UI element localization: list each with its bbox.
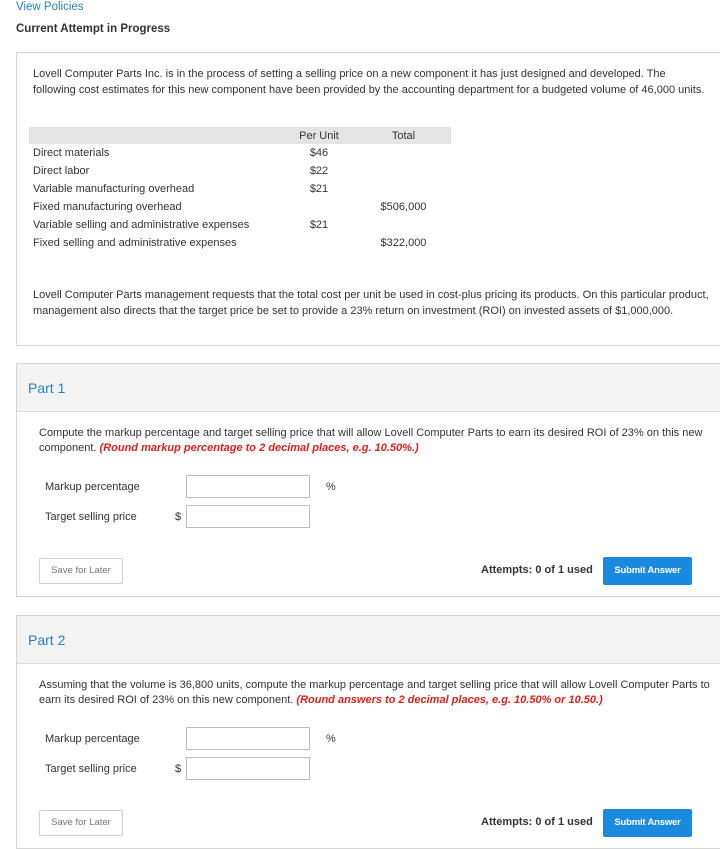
part-1-percent-sign: % xyxy=(326,481,336,493)
part-1-markup-label: Markup percentage xyxy=(45,481,140,493)
part-2-question xyxy=(39,678,715,708)
view-policies-link[interactable]: View Policies xyxy=(16,1,84,13)
part-1-title: Part 1 xyxy=(28,380,66,396)
current-attempt-heading: Current Attempt in Progress xyxy=(16,23,171,35)
part-2-instruction: (Round answers to 2 decimal places, e.g. 10.50% or 10.50.) xyxy=(296,694,603,706)
part-2-markup-input[interactable] xyxy=(186,727,310,750)
intro-paragraph: Lovell Computer Parts Inc. is in the process of setting a selling price on a new component it has just designed and developed. The following cost estimates for this new component have been provided by the accounting department for a budgeted volume of 46,000 units. xyxy=(33,68,705,96)
row-label: Fixed manufacturing overhead xyxy=(33,201,182,213)
cost-estimates-table xyxy=(29,127,451,252)
part-2-attempts-counter: Attempts: 0 of 1 used xyxy=(481,816,593,828)
row-per-unit: $22 xyxy=(309,165,329,177)
row-total: $506,000 xyxy=(380,201,427,213)
part-2-markup-label: Markup percentage xyxy=(45,733,140,745)
part-2-price-input[interactable] xyxy=(186,757,310,780)
row-per-unit: $21 xyxy=(309,219,329,231)
part-2-header xyxy=(17,616,720,664)
part-2-title: Part 2 xyxy=(28,632,66,648)
row-label: Variable manufacturing overhead xyxy=(33,183,195,195)
part-2-card xyxy=(16,615,720,849)
row-per-unit xyxy=(282,234,356,252)
part-1-instruction: (Round markup percentage to 2 decimal places, e.g. 10.50%.) xyxy=(99,442,419,454)
row-label: Direct materials xyxy=(33,147,110,159)
table-row xyxy=(29,198,451,216)
part-1-price-label: Target selling price xyxy=(45,511,137,523)
row-label: Variable selling and administrative expenses xyxy=(33,219,250,231)
row-total xyxy=(356,216,451,234)
part-2-save-for-later-button[interactable]: Save for Later xyxy=(39,810,123,836)
part-2-price-label: Target selling price xyxy=(45,763,137,775)
table-row xyxy=(29,162,451,180)
part-1-markup-input[interactable] xyxy=(186,475,310,498)
column-header-total: Total xyxy=(356,127,451,144)
part-1-dollar-sign: $ xyxy=(175,511,182,523)
table-row xyxy=(29,216,451,234)
table-row xyxy=(29,180,451,198)
row-total xyxy=(356,162,451,180)
part-2-question-text: Assuming that the volume is 36,800 units, compute the markup percentage and target selling price that will allow Lovell Computer Parts to earn its desired ROI of 23% on this new component. xyxy=(39,679,710,706)
part-1-question xyxy=(39,426,715,456)
row-label: Direct labor xyxy=(33,165,90,177)
table-row xyxy=(29,144,451,162)
part-2-dollar-sign: $ xyxy=(175,763,182,775)
part-1-question-text: Compute the markup percentage and target selling price that will allow Lovell Computer Parts to earn its desired ROI of 23% on this new component. xyxy=(39,427,703,454)
part-1-save-for-later-button[interactable]: Save for Later xyxy=(39,558,123,584)
table-header-row xyxy=(29,127,451,144)
part-1-header xyxy=(17,364,720,412)
row-per-unit xyxy=(282,198,356,216)
row-label: Fixed selling and administrative expenses xyxy=(33,237,237,249)
part-1-price-input[interactable] xyxy=(186,505,310,528)
part-1-card xyxy=(16,363,720,597)
row-total xyxy=(356,180,451,198)
part-2-submit-button[interactable]: Submit Answer xyxy=(603,809,692,837)
management-paragraph: Lovell Computer Parts management requests that the total cost per unit be used in cost-plus pricing its products. On this particular product, management also directs that the target price be set to provide a 23% return on investment (ROI) on invested assets of $1,000,000. xyxy=(33,289,709,317)
table-row xyxy=(29,234,451,252)
row-total xyxy=(356,144,451,162)
row-total: $322,000 xyxy=(380,237,427,249)
row-per-unit: $21 xyxy=(309,183,329,195)
part-1-attempts-counter: Attempts: 0 of 1 used xyxy=(481,564,593,576)
part-1-submit-button[interactable]: Submit Answer xyxy=(603,557,692,585)
row-per-unit: $46 xyxy=(309,147,329,159)
column-header-per-unit: Per Unit xyxy=(282,127,356,144)
part-2-percent-sign: % xyxy=(326,733,336,745)
column-header-label xyxy=(29,127,282,144)
